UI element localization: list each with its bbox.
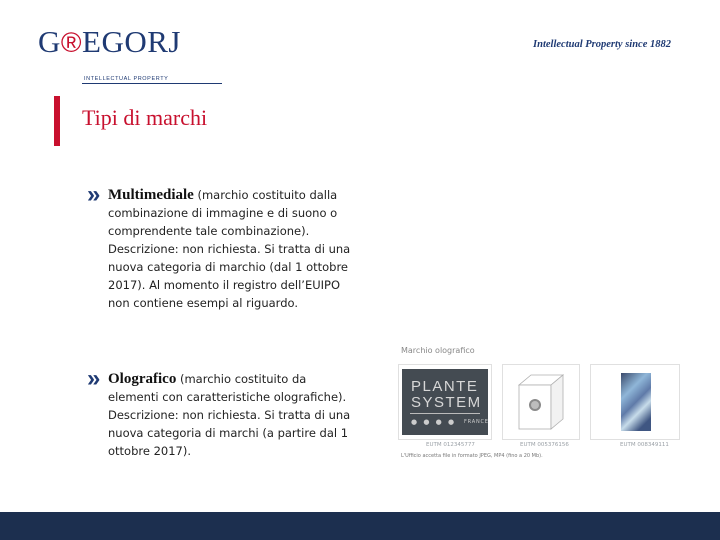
logo-wordmark: G®EGORJ — [38, 24, 181, 59]
example-image-hologram-box — [502, 364, 580, 440]
hologram-card — [621, 373, 651, 431]
bullet-description: (marchio costituito dalla combinazione di immagine e di suono o comprendente tale combinazione). Descrizione: non richiesta. Si tratta di una nuova categoria di marchio (dal 1 ottobre 2017). Al momento il registro dell’EUIPO non contiene esempi al riguardo. — [108, 188, 351, 310]
plante-system-logo-text: PLANTE SYSTEM — [411, 378, 482, 411]
image-caption: EUTM 005376156 — [520, 442, 569, 448]
bullet-olografico — [87, 365, 357, 460]
title-accent-bar — [54, 96, 60, 146]
image-caption: EUTM 008349111 — [620, 442, 669, 448]
logo-subtext: INTELLECTUAL PROPERTY — [84, 76, 169, 82]
logo-rule — [82, 83, 222, 84]
figure-label: Marchio olografico — [401, 346, 475, 355]
figure-footnote: L'Ufficio accetta file in formato JPEG, MP4 (fino a 20 Mb). — [401, 453, 543, 459]
tagline: Intellectual Property since 1882 — [533, 39, 671, 50]
bullet-description: (marchio costituito da elementi con caratteristiche olografiche). Descrizione: non richiesta. Si tratta di una nuova categoria di marchi (a partire dal 1 ottobre 2017). — [108, 372, 351, 458]
gregorj-logo — [38, 24, 188, 82]
chevron-bullet-icon: » — [87, 181, 101, 208]
bullet-term: Multimediale — [108, 187, 194, 203]
example-image-hologram-card — [590, 364, 680, 440]
image-caption: EUTM 012345777 — [426, 442, 475, 448]
bullet-text — [108, 370, 357, 460]
slide-title: Tipi di marchi — [82, 105, 208, 130]
bullet-term: Olografico — [108, 371, 177, 387]
chevron-bullet-icon: » — [87, 365, 101, 392]
example-image-plante-system: PLANTE SYSTEM ● ● ● ● FRANCE — [398, 364, 492, 440]
bullet-multimediale — [87, 181, 357, 312]
dots-decoration: ● ● ● ● — [411, 418, 457, 426]
box-drawing — [511, 371, 571, 433]
footer-bar — [0, 512, 720, 540]
bullet-text — [108, 186, 357, 312]
hologram-example-figure — [398, 346, 688, 468]
